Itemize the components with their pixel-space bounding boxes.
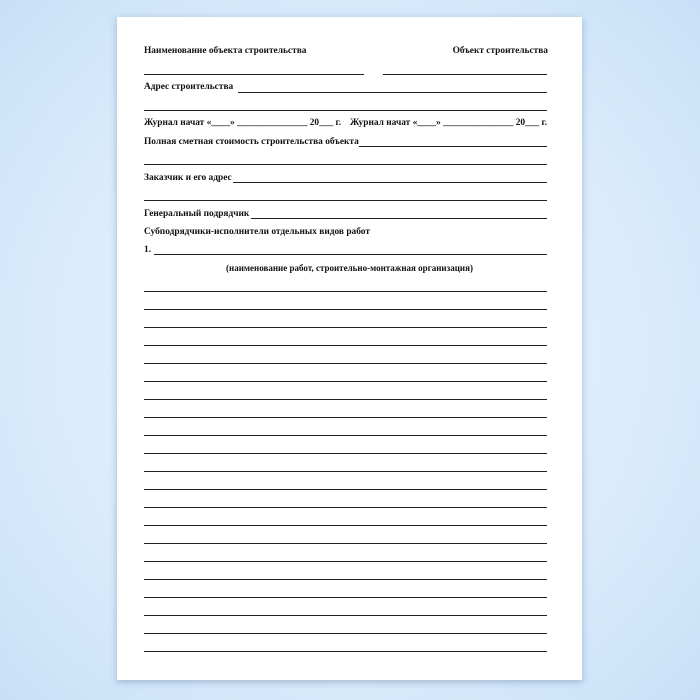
item-number: 1. [144, 245, 152, 255]
blank-line [144, 561, 547, 562]
blank-line [144, 435, 547, 436]
blank-line [144, 633, 547, 634]
journal-ended-label: Журнал начат «____» _______________ 20___ г. [350, 118, 548, 128]
blank-line [144, 597, 547, 598]
blank-line [144, 363, 547, 364]
form-sheet [117, 17, 582, 680]
object-line [383, 74, 547, 75]
address-label: Адрес строительства [144, 82, 234, 92]
blank-line [144, 543, 547, 544]
blank-line [144, 309, 547, 310]
blank-line [144, 489, 547, 490]
object-name-line [144, 74, 364, 75]
object-name-label: Наименование объекта строительства [144, 46, 307, 56]
blank-line [144, 525, 547, 526]
general-contractor-label: Генеральный подрядчик [144, 209, 250, 219]
blank-line [144, 417, 547, 418]
customer-line-2 [144, 200, 547, 201]
item-line [154, 254, 547, 255]
estimated-cost-line-1 [359, 146, 547, 147]
blank-line [144, 291, 547, 292]
blank-line [144, 651, 547, 652]
address-line-1 [238, 92, 547, 93]
blank-line [144, 507, 547, 508]
estimated-cost-label: Полная сметная стоимость строительства объекта [144, 137, 359, 147]
item-caption: (наименование работ, строительно-монтажная организация) [226, 263, 473, 273]
blank-line [144, 345, 547, 346]
general-contractor-line [251, 218, 547, 219]
blank-line [144, 381, 547, 382]
blank-line [144, 453, 547, 454]
address-line-2 [144, 110, 547, 111]
customer-label: Заказчик и его адрес [144, 173, 232, 183]
blank-line [144, 615, 547, 616]
subcontractors-label: Субподрядчики-исполнители отдельных видов работ [144, 227, 370, 237]
estimated-cost-line-2 [144, 164, 547, 165]
blank-line [144, 579, 547, 580]
blank-line [144, 399, 547, 400]
journal-started-label: Журнал начат «____» _______________ 20___ г. [144, 118, 342, 128]
blank-line [144, 327, 547, 328]
customer-line-1 [233, 182, 547, 183]
blank-line [144, 471, 547, 472]
object-label: Объект строительства [452, 46, 548, 56]
